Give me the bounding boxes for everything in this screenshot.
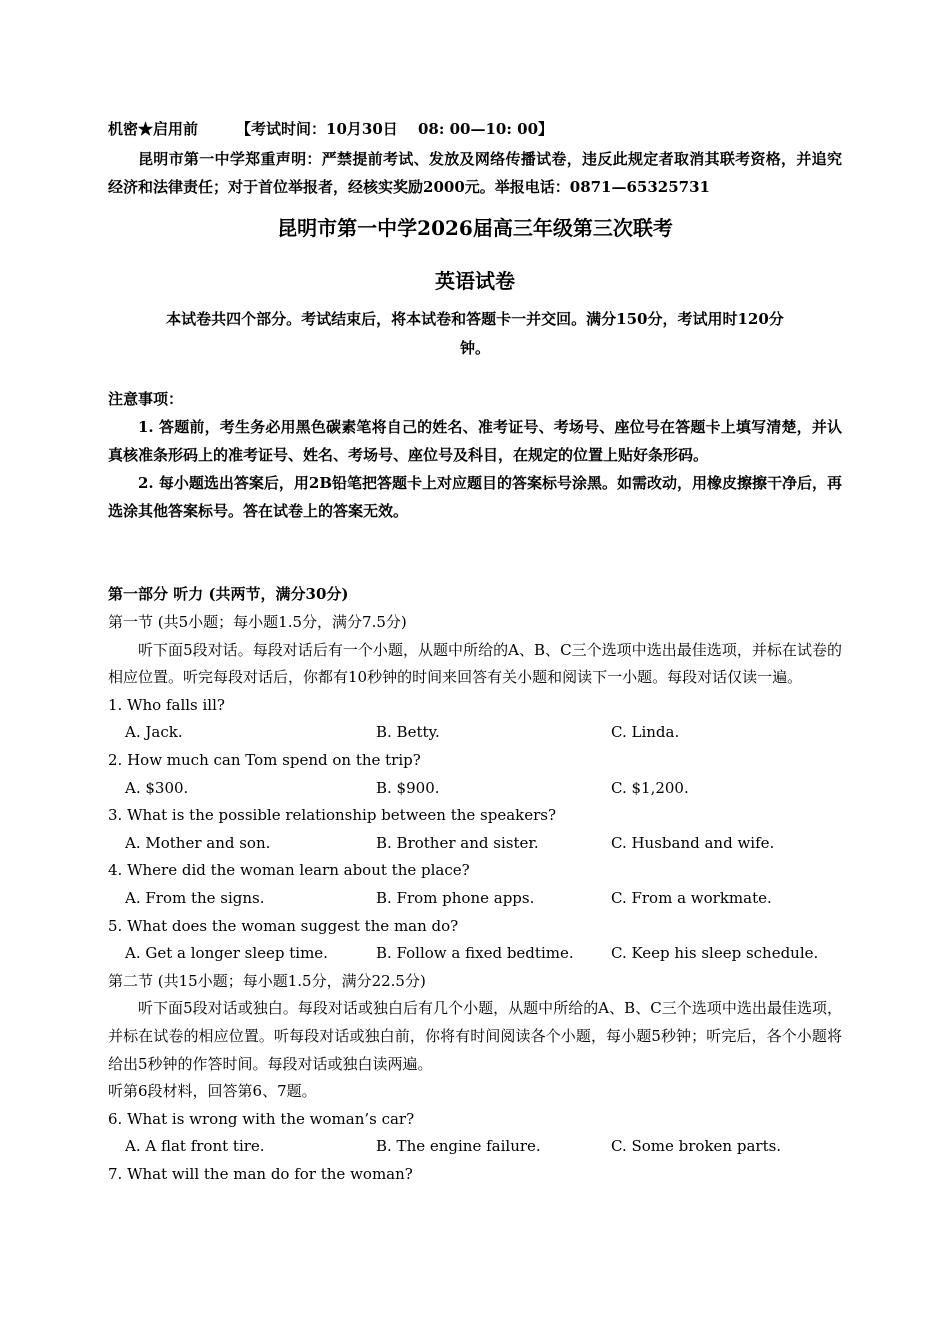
- option-a: A. A flat front tire.: [125, 1137, 265, 1156]
- option-c: C. Some broken parts.: [611, 1137, 782, 1156]
- intro-line-1: 本试卷共四个部分。考试结束后，将本试卷和答题卡一并交回。满分150分，考试用时120分: [166, 310, 784, 328]
- section2-title: 第二节 (共15小题；每小题1.5分，满分22.5分): [108, 971, 426, 990]
- option-b: B. $900.: [376, 778, 440, 797]
- header-line: [108, 116, 553, 142]
- official-statement: [108, 145, 842, 201]
- option-b: B. From phone apps.: [376, 888, 535, 907]
- statement-text: 昆明市第一中学郑重声明：严禁提前考试、发放及网络传播试卷，违反此规定者取消其联考资格，并追究经济和法律责任；对于首位举报者，经核实奖励2000元。举报电话：0871—65325731: [108, 150, 842, 196]
- question-2-options: [108, 775, 842, 803]
- option-b: B. Betty.: [376, 723, 440, 742]
- question-1-options: [108, 719, 842, 747]
- option-c: C. From a workmate.: [611, 888, 772, 907]
- question-6-options: [108, 1133, 842, 1161]
- option-a: A. Mother and son.: [125, 833, 271, 852]
- option-a: A. Jack.: [125, 723, 183, 742]
- option-b: B. Brother and sister.: [376, 833, 539, 852]
- question-4-options: [108, 885, 842, 913]
- part1-body: [108, 609, 842, 1188]
- option-c: C. Linda.: [611, 723, 680, 742]
- option-a: A. Get a longer sleep time.: [125, 944, 328, 963]
- option-b: B. The engine failure.: [376, 1137, 541, 1156]
- option-b: B. Follow a fixed bedtime.: [376, 944, 574, 963]
- subject-title: 英语试卷: [435, 269, 515, 293]
- notice-title: 注意事项：: [108, 390, 184, 408]
- question-5-options: [108, 940, 842, 968]
- notice-item-1: 1. 答题前，考生务必用黑色碳素笔将自己的姓名、准考证号、考场号、座位号在答题卡上填写清楚，并认真核准条形码上的准考证号、姓名、考场号、座位号及科目，在规定的位置上贴好条形码。: [108, 418, 842, 464]
- section1-title: 第一节 (共5小题；每小题1.5分，满分7.5分): [108, 613, 407, 631]
- option-c: C. $1,200.: [611, 778, 689, 797]
- question-7: 7. What will the man do for the woman?: [108, 1164, 413, 1183]
- option-c: C. Keep his sleep schedule.: [611, 944, 819, 963]
- section2-instructions: 听下面5段对话或独白。每段对话或独白后有几个小题，从题中所给的A、B、C三个选项中选出最佳选项，并标在试卷的相应位置。听每段对话或独白前，你将有时间阅读各个小题，每小题5秒钟；听完后，各个小题将给出5秒钟的作答时间。每段对话或独白读两遍。: [108, 999, 842, 1073]
- material-6-label: 听第6段材料，回答第6、7题。: [108, 1082, 317, 1101]
- option-a: A. $300.: [125, 778, 189, 797]
- option-a: A. From the signs.: [125, 888, 265, 907]
- question-5: 5. What does the woman suggest the man do?: [108, 916, 459, 935]
- part1-title: 第一部分 听力 (共两节，满分30分): [108, 585, 349, 603]
- confidential-label: 机密★启用前: [108, 120, 199, 138]
- question-6: 6. What is wrong with the woman’s car?: [108, 1109, 415, 1128]
- notice-item-2: 2. 每小题选出答案后，用2B铅笔把答题卡上对应题目的答案标号涂黑。如需改动，用橡皮擦擦干净后，再选涂其他答案标号。答在试卷上的答案无效。: [108, 474, 843, 520]
- intro-line-2: 钟。: [459, 339, 490, 357]
- exam-time: 【考试时间：10月30日 08: 00—10: 00】: [236, 120, 554, 138]
- question-4: 4. Where did the woman learn about the place?: [108, 861, 470, 880]
- question-2: 2. How much can Tom spend on the trip?: [108, 750, 421, 769]
- exam-title: 昆明市第一中学2026届高三年级第三次联考: [277, 216, 673, 240]
- exam-intro: [108, 305, 842, 363]
- notice-list: [108, 413, 842, 525]
- question-3-options: [108, 830, 842, 858]
- option-c: C. Husband and wife.: [611, 833, 775, 852]
- question-1: 1. Who falls ill?: [108, 695, 225, 714]
- section1-instructions: 听下面5段对话。每段对话后有一个小题，从题中所给的A、B、C三个选项中选出最佳选项，并标在试卷的相应位置。听完每段对话后，你都有10秒钟的时间来回答有关小题和阅读下一小题。每段对话仅读一遍。: [108, 640, 842, 687]
- question-3: 3. What is the possible relationship between the speakers?: [108, 806, 557, 825]
